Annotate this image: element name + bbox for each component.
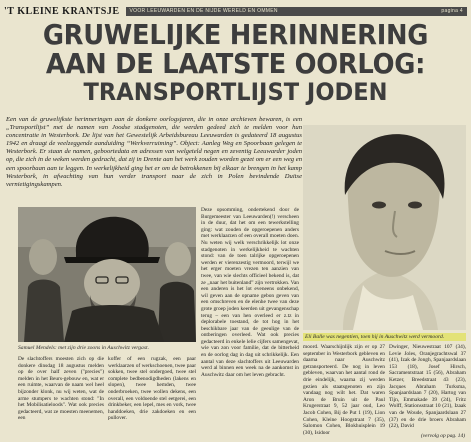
masthead-title: 'T KLEINE KRANTSJE <box>4 5 120 17</box>
caption-right-photo: Eli Balle was negentien, toen hij in Auschwitz werd vermoord. <box>303 333 466 341</box>
headline-line-1: GRUWELIJKE HERINNERING <box>42 18 429 51</box>
page-number: pagina 4 <box>441 8 463 14</box>
masthead-tagline: VOOR LEEUWARDEN EN DE NIJDE WERELD EN OMMEN <box>129 8 278 14</box>
portrait-photo-eli-balle <box>303 125 466 330</box>
body-column-1: De slachtoffers moesten zich op die donkere dinsdag 18 augustus melden op de over half zeven ("precies") melden in het Beurs-gebouw en, wat er een ruimte, waarvan de naam wel heel bijzonder klonk, nu wij weten, wat de arme stumpers te wachten stond: "In het Mobilisatieloods". Wat ook precies gedacteerd, wat ze moesten meenemen, een <box>18 356 104 422</box>
body-column-2: koffer of een rugzak, een paar werklaarzen of werkschoenen, twee paar sokken, twee stel ondergoed, twee stel complete bedbenodigdheden (lakens en slopen), twee hemden, twee onderbroeken, twee wollen dekens, een overall, een voldoende stel eetgerei, een drinkbeker, een lepel, mes en vork, twee handdoeken, drie zakdoeken en een pullover. <box>108 356 196 422</box>
body-column-5: Dwinger, Nieuwestraat 107 (34), Levie Joles, Oranjegrachtswal 37 (41), Izak de Jongh, Spanjaardslaan 153 (18), Josef Hirsch, Sacramentstraat 15 (56), Abraham Ketzer, Breedstraat 43 (23), Jacques Abraham Turksma, Spanjaardslaan 7 (20), Hartog van Tijn, Emmakade 39 (24), Fritz Wolff, Stationsstraat 10 (21), Izaak van de Woude, Spanjaardslaan 27 (37) en de drie broers Abraham (22), David <box>389 344 466 430</box>
masthead-bar <box>4 4 467 18</box>
caption-left-photo: Samuel Mendels: met zijn drie zoons in Auschwitz vergast. <box>18 345 149 351</box>
body-column-4: moord. Waarschijnlijk zijn er op 27 september in Westerbork gebleven en daarna naar Auschwitz getransporteerd. De nog in leven gebleven, waarvan het aantal rond de drie eindelijk, waarna zij werden gezien als staatsgenoten en zijn vandaag nog wilt het. Dat waren Aron de Bruin uit de Paul Krugerstraat 9, 52 jaar oud, Leo Jacob Cohen, Bij de Put 1 (19), Lion Cohen, Kleine Hoogstraat 7 (35), Salomon Cohen, Blokhuisplein 19 (30), Isidoor <box>303 344 385 436</box>
group-photo-samuel-mendels <box>18 207 196 342</box>
headline-line-3: TRANSPORTLIJST JODEN <box>83 78 388 106</box>
headline-line-2: AAN DE LAATSTE OORLOG: <box>45 47 426 80</box>
masthead-strip <box>126 7 467 16</box>
continued-note: (vervolg op pag. 14) <box>420 433 465 439</box>
intro-paragraph: Een van de gruwelijkste herinneringen aan de donkere oorlogsjaren, die in onze archieven bewaren, is een „Transportlijst” met de namen van Joodse stadgenoten, die werden gedeed zich te melden voor hun concentratie in Westerbork. De lijst van het Gewestelijk Arbeidsbureau Leeuwarden is gedateerd 18 augustus 1942 en draagt de veelzeggende aanduiding “Werkverruiming”. Object: Aanleg Weg en Spoorbaan gelegen te Westerbork. Er staan de namen, geboortedata en adressen van welgeteld negen en zeventig Leeuwarder joden op, die zich in de weken werden gedracht, dat zij in Drente aan het werk zouden worden gezet om er een weg en een spoorbaan aan te leggen. In werkelijkheid ging het er om de betrokkenen bij elkaar te brengen in het kamp Westerbork, in afwachting van hun verder transport naar de zich in Polen bevindende Duitse vernietigingskampen. <box>6 116 302 188</box>
headline <box>6 20 465 106</box>
body-column-3: Deze opsomming, ondertekend door de Burgemeester van Leeuwarden(!) verscheen in de duur, dat het om een tewerkstelling ging: wat zouden de opgeroepenen anders met werklaarzen of een overall moeten doen. Nu weten wij welk verschrikkelijk lot onze stadgenoten in werkelijkheid te wachten stond: van de toen talrijke opgeroepenen werden er vierenzestig vermoord, terwijl we het erger moeten vrezen ten aanzien van twee, van wie slechts officieel bekend is, dat ze „naar het buitenland” zijn vertrokken. Van een anderen is het lot eveneens onbekend, wil geven aan de opname gebon geven van een omschreven en de elenhe twee van deze grote groep joden keerden uit gevangenschap terug – een van hen overleed er z.tz in deplorabele toestand, de tot hog in het beschikbare jaar van de geeulige van de ontberingen overleed. Wat ook precies gedacteerd in enkele lelie cijfers samengevat, wie van zon voor familie, dat de bitterheid en de oorlog dag in dag uit schrikkelijk. Een aantal van deze slachtoffers uit Leeuwarden werd al binnen een week na de aankomst in Auschwitz daar om het leven gebracht. <box>201 207 299 378</box>
